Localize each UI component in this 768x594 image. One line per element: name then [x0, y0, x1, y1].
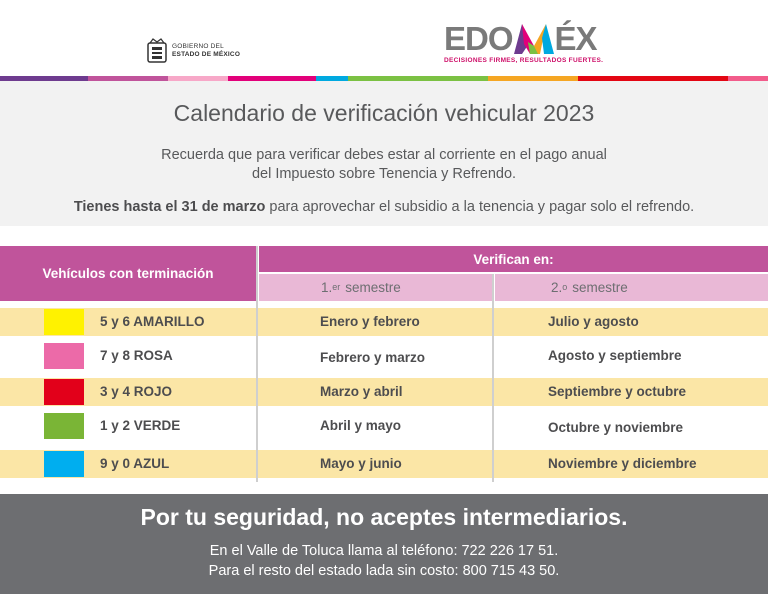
- color-swatch: [44, 379, 84, 405]
- col-header-sem2: [495, 274, 768, 301]
- col-header-sem1: [259, 274, 492, 301]
- plate-ending-label: 1 y 2 VERDE: [100, 418, 181, 433]
- intro-line1: Recuerda que para verificar debes estar al corriente en el pago anual: [161, 147, 607, 163]
- header: [0, 0, 768, 78]
- first-semester-months: Mayo y junio: [320, 456, 402, 471]
- plate-ending-label: 9 y 0 AZUL: [100, 456, 170, 471]
- column-divider: [256, 246, 258, 482]
- table-row: [0, 378, 768, 406]
- col-header-verify: Verifican en:: [259, 246, 768, 272]
- deadline-bold: Tienes hasta el 31 de marzo: [73, 199, 266, 215]
- gob-logo-line2: ESTADO DE MÉXICO: [172, 51, 241, 58]
- coat-of-arms-icon: [146, 38, 168, 64]
- second-semester-months: Agosto y septiembre: [548, 348, 682, 363]
- sem2-ordinal: o: [562, 281, 568, 292]
- sem1-number: 1.: [321, 280, 333, 295]
- plate-ending-label: 5 y 6 AMARILLO: [100, 314, 205, 329]
- color-swatch: [44, 413, 84, 439]
- first-semester-months: Febrero y marzo: [320, 350, 426, 365]
- footer: [0, 494, 768, 594]
- deadline-rest: para aprovechar el subsidio a la tenencia y pagar solo el refrendo.: [265, 199, 695, 215]
- sem2-word: semestre: [572, 280, 628, 295]
- edomex-word-start: EDO: [444, 20, 513, 57]
- phone-state: Para el resto del estado lada sin costo: 800 715 43 50.: [208, 563, 560, 579]
- table-row: [0, 342, 768, 370]
- page-title: Calendario de verificación vehicular 2023: [173, 100, 595, 126]
- footer-slogan: Por tu seguridad, no aceptes intermediarios.: [140, 504, 628, 530]
- edomex-m-mark-icon: [514, 24, 554, 54]
- second-semester-months: Septiembre y octubre: [548, 384, 687, 399]
- deadline-text: [0, 199, 768, 215]
- color-swatch: [44, 451, 84, 477]
- table-row: [0, 308, 768, 336]
- first-semester-months: Abril y mayo: [320, 418, 402, 433]
- table-row: [0, 412, 768, 440]
- sem1-word: semestre: [345, 280, 401, 295]
- edomex-tagline: DECISIONES FIRMES, RESULTADOS FUERTES.: [444, 57, 604, 64]
- col-header-vehicles: Vehículos con terminación: [0, 246, 256, 301]
- plate-ending-label: 3 y 4 ROJO: [100, 384, 173, 399]
- intro-line2: del Impuesto sobre Tenencia y Refrendo.: [251, 166, 517, 182]
- sem1-ordinal: er: [332, 281, 341, 292]
- gobierno-logo: [146, 38, 240, 64]
- second-semester-months: Octubre y noviembre: [548, 420, 684, 435]
- second-semester-months: Noviembre y diciembre: [548, 456, 697, 471]
- table-row: [0, 450, 768, 478]
- phone-toluca: En el Valle de Toluca llama al teléfono: 722 226 17 51.: [209, 543, 559, 559]
- first-semester-months: Marzo y abril: [320, 384, 403, 399]
- edomex-word-end: ÉX: [554, 20, 597, 57]
- color-swatch: [44, 309, 84, 335]
- column-divider: [492, 274, 494, 482]
- first-semester-months: Enero y febrero: [320, 314, 420, 329]
- edomex-logo: [444, 22, 603, 64]
- sem2-number: 2.: [551, 280, 563, 295]
- second-semester-months: Julio y agosto: [548, 314, 639, 329]
- color-swatch: [44, 343, 84, 369]
- intro-text: [0, 146, 768, 184]
- gob-logo-line1: GOBIERNO DEL: [172, 43, 224, 50]
- plate-ending-label: 7 y 8 ROSA: [100, 348, 173, 363]
